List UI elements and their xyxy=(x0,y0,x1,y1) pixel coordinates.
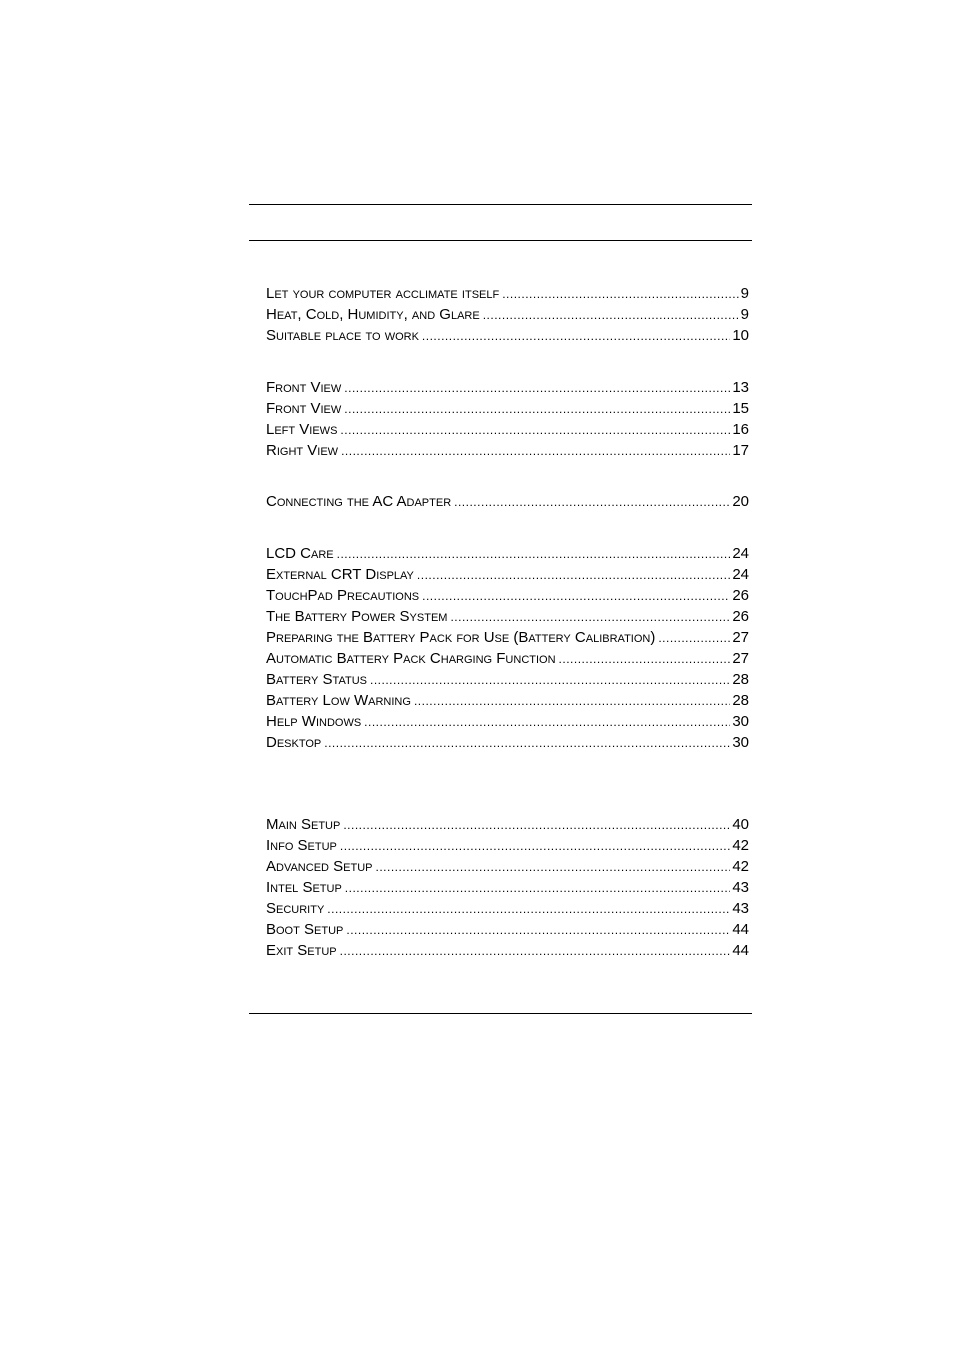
footer-rule xyxy=(249,1013,752,1014)
toc-entry-title: Left Views xyxy=(266,421,338,438)
toc-dot-leader xyxy=(341,441,730,462)
toc-entry[interactable] xyxy=(266,711,749,732)
toc-entry-page: 44 xyxy=(732,921,749,938)
toc-entry[interactable] xyxy=(266,814,749,835)
toc-entry-title: LCD Care xyxy=(266,545,334,562)
toc-entry-title: External CRT Display xyxy=(266,566,414,583)
toc-entry[interactable] xyxy=(266,648,749,669)
toc-entry-title: Main Setup xyxy=(266,816,341,833)
toc-entry-title: Right View xyxy=(266,442,339,459)
toc-group-4 xyxy=(266,543,749,753)
toc-entry-page: 40 xyxy=(732,816,749,833)
toc-entry-page: 9 xyxy=(740,285,749,302)
toc-entry-title: Battery Low Warning xyxy=(266,692,411,709)
toc-entry[interactable] xyxy=(266,835,749,856)
toc-dot-leader xyxy=(454,492,730,513)
toc-entry-title: Let your computer acclimate itself xyxy=(266,285,500,302)
toc-dot-leader xyxy=(340,420,730,441)
toc-entry-title: Automatic Battery Pack Charging Function xyxy=(266,650,556,667)
toc-dot-leader xyxy=(422,586,730,607)
toc-entry[interactable] xyxy=(266,940,749,961)
toc-dot-leader xyxy=(417,565,730,586)
toc-dot-leader xyxy=(327,899,730,920)
toc-entry-page: 16 xyxy=(732,421,749,438)
toc-dot-leader xyxy=(414,691,730,712)
toc-entry-title: Security xyxy=(266,900,325,917)
toc-entry-page: 26 xyxy=(732,608,749,625)
toc-entry-page: 10 xyxy=(732,327,749,344)
toc-entry[interactable] xyxy=(266,585,749,606)
toc-entry[interactable] xyxy=(266,564,749,585)
toc-entry-title: Exit Setup xyxy=(266,942,337,959)
toc-entry-page: 42 xyxy=(732,837,749,854)
toc-entry-title: Help Windows xyxy=(266,713,362,730)
toc-dot-leader xyxy=(483,305,739,326)
toc-dot-leader xyxy=(375,857,730,878)
toc-entry-page: 17 xyxy=(732,442,749,459)
toc-dot-leader xyxy=(344,378,730,399)
toc-group-1 xyxy=(266,283,749,346)
toc-entry[interactable] xyxy=(266,440,749,461)
toc-entry[interactable] xyxy=(266,669,749,690)
toc-dot-leader xyxy=(340,836,730,857)
toc-entry[interactable] xyxy=(266,627,749,648)
toc-entry[interactable] xyxy=(266,690,749,711)
toc-dot-leader xyxy=(337,544,731,565)
toc-entry-page: 24 xyxy=(732,566,749,583)
toc-dot-leader xyxy=(340,941,731,962)
toc-entry-title: Info Setup xyxy=(266,837,337,854)
toc-entry[interactable] xyxy=(266,283,749,304)
toc-entry[interactable] xyxy=(266,304,749,325)
toc-entry[interactable] xyxy=(266,377,749,398)
toc-entry[interactable] xyxy=(266,898,749,919)
toc-entry[interactable] xyxy=(266,543,749,564)
toc-entry[interactable] xyxy=(266,877,749,898)
toc-entry-title: The Battery Power System xyxy=(266,608,448,625)
toc-group-2 xyxy=(266,377,749,461)
toc-entry-title: Front View xyxy=(266,400,342,417)
header-rule-bottom xyxy=(249,240,752,241)
toc-entry[interactable] xyxy=(266,732,749,753)
toc-entry[interactable] xyxy=(266,856,749,877)
toc-dot-leader xyxy=(658,628,730,649)
header-rule-top xyxy=(249,204,752,205)
toc-dot-leader xyxy=(502,284,738,305)
toc-dot-leader xyxy=(344,399,730,420)
toc-entry-page: 44 xyxy=(732,942,749,959)
toc-entry-title: Connecting the AC Adapter xyxy=(266,493,452,510)
toc-entry-page: 28 xyxy=(732,671,749,688)
toc-entry-page: 24 xyxy=(732,545,749,562)
toc-dot-leader xyxy=(364,712,730,733)
toc-entry-page: 20 xyxy=(732,493,749,510)
toc-dot-leader xyxy=(324,733,730,754)
toc-entry-page: 26 xyxy=(732,587,749,604)
toc-entry[interactable] xyxy=(266,419,749,440)
toc-entry-page: 27 xyxy=(732,629,749,646)
toc-entry-title: Preparing the Battery Pack for Use (Battery Calibration) xyxy=(266,629,656,646)
toc-entry-page: 43 xyxy=(732,879,749,896)
toc-entry-page: 43 xyxy=(732,900,749,917)
toc-entry-page: 13 xyxy=(732,379,749,396)
toc-entry-page: 30 xyxy=(732,734,749,751)
toc-entry-title: Intel Setup xyxy=(266,879,342,896)
toc-entry-title: Advanced Setup xyxy=(266,858,373,875)
toc-group-3 xyxy=(266,491,749,512)
toc-entry[interactable] xyxy=(266,398,749,419)
toc-entry-title: TouchPad Precautions xyxy=(266,587,420,604)
toc-entry-title: Desktop xyxy=(266,734,322,751)
toc-entry-title: Heat, Cold, Humidity, and Glare xyxy=(266,306,480,323)
toc-dot-leader xyxy=(422,326,730,347)
toc-dot-leader xyxy=(450,607,730,628)
toc-dot-leader xyxy=(343,815,730,836)
toc-group-5 xyxy=(266,814,749,961)
toc-entry-title: Front View xyxy=(266,379,342,396)
toc-dot-leader xyxy=(345,878,731,899)
toc-entry-page: 15 xyxy=(732,400,749,417)
toc-dot-leader xyxy=(346,920,730,941)
toc-entry-page: 28 xyxy=(732,692,749,709)
toc-dot-leader xyxy=(559,649,731,670)
toc-entry-page: 9 xyxy=(740,306,749,323)
toc-entry[interactable] xyxy=(266,919,749,940)
toc-entry-title: Boot Setup xyxy=(266,921,344,938)
toc-dot-leader xyxy=(370,670,730,691)
toc-entry-page: 30 xyxy=(732,713,749,730)
toc-entry-page: 42 xyxy=(732,858,749,875)
toc-entry-title: Suitable place to work xyxy=(266,327,419,344)
toc-entry[interactable] xyxy=(266,325,749,346)
toc-entry-title: Battery Status xyxy=(266,671,367,688)
toc-entry-page: 27 xyxy=(732,650,749,667)
toc-entry[interactable] xyxy=(266,491,749,512)
toc-entry[interactable] xyxy=(266,606,749,627)
